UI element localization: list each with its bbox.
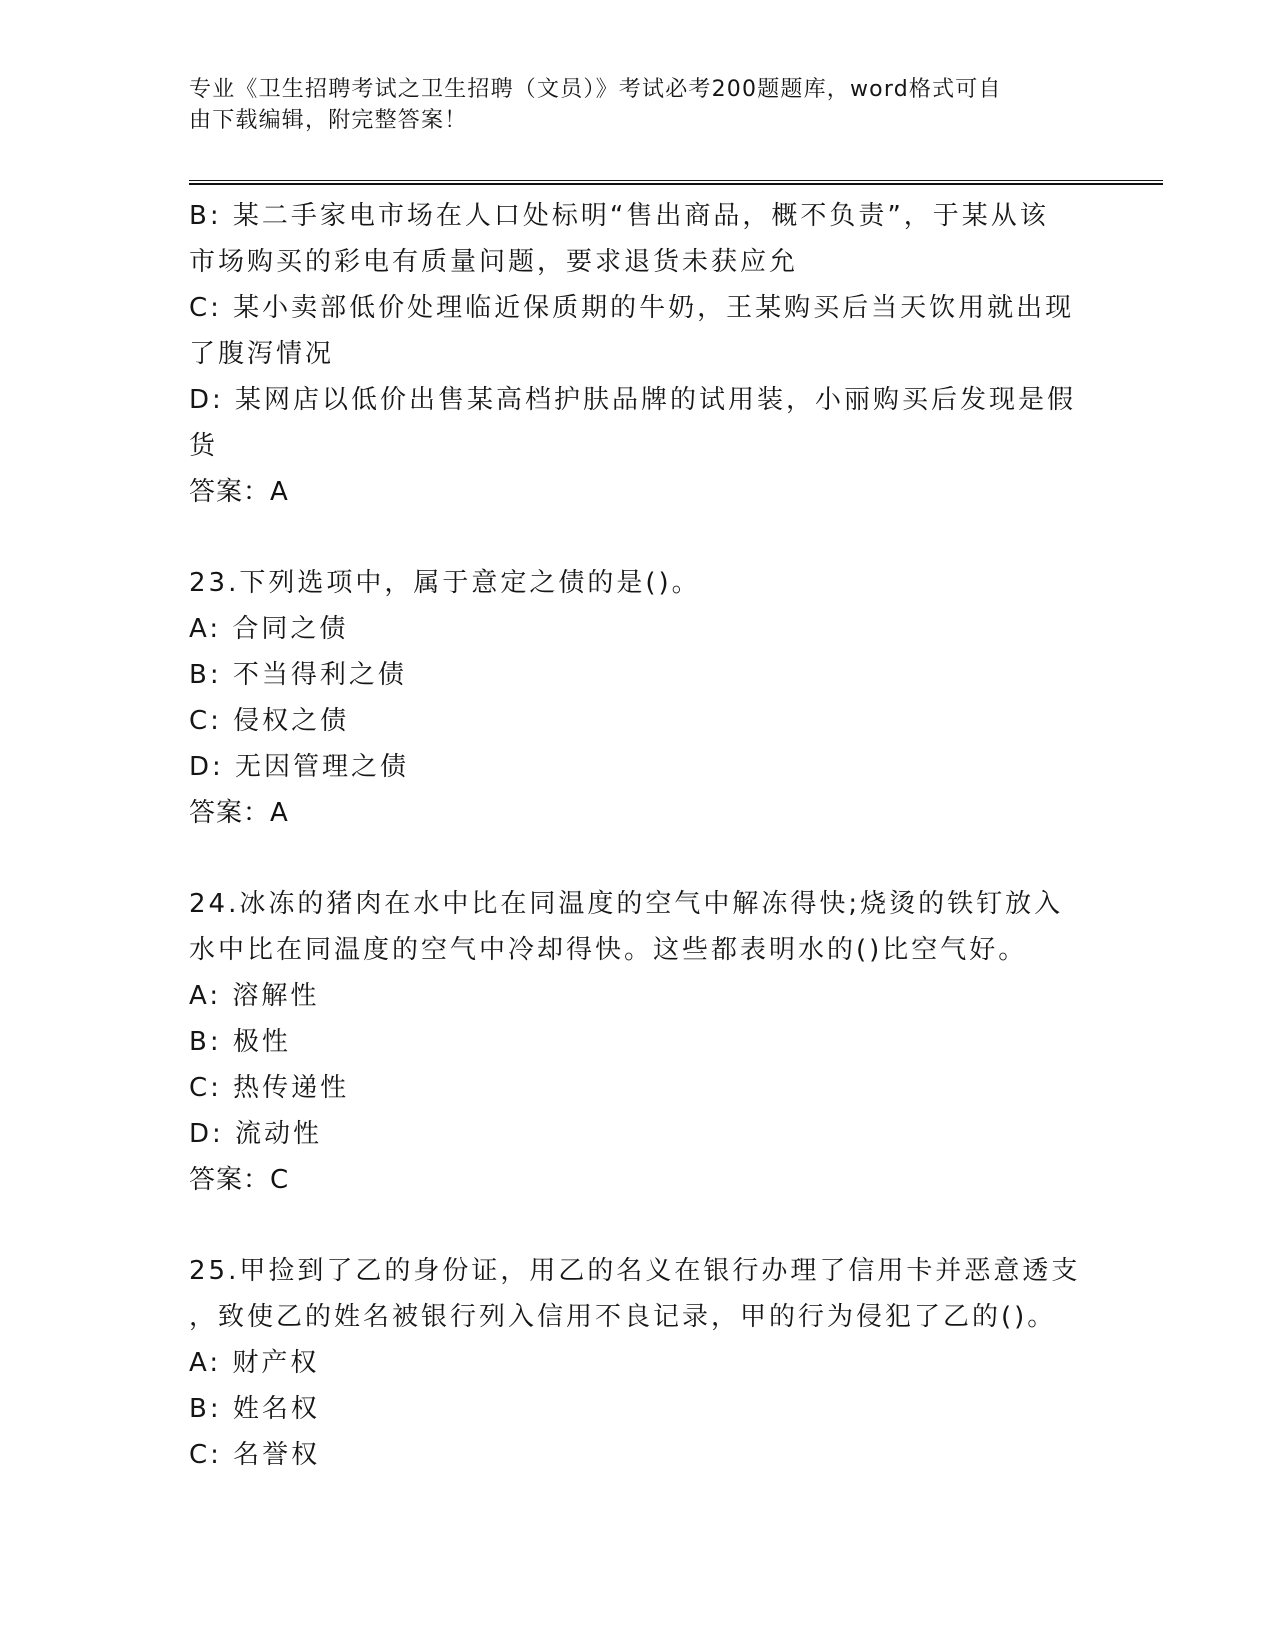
spacer [189,515,1089,560]
option-b-line-2: 市场购买的彩电有质量问题，要求退货未获应允 [189,247,799,277]
header-line-1: 专业《卫生招聘考试之卫生招聘（文员）》考试必考200题题库，word格式可自 [189,77,1002,102]
question-stem-line-2: 水中比在同温度的空气中冷却得快。这些都表明水的()比空气好。 [189,935,1028,965]
question-stem-line-1: 24.冰冻的猪肉在水中比在同温度的空气中解冻得快;烧烫的铁钉放入 [189,889,1064,919]
option-c-line-2: 了腹泻情况 [189,339,335,369]
option-b: B: 极性 [189,1027,291,1057]
question-stem-line-2: ，致使乙的姓名被银行列入信用不良记录，甲的行为侵犯了乙的()。 [189,1302,1057,1332]
spacer [189,836,1089,881]
question-22-tail [189,193,1089,515]
option-c: C: 名誉权 [189,1440,321,1470]
document-body [189,193,1089,1478]
question-23 [189,560,1089,836]
answer-label: 答案：A [189,477,289,507]
question-stem: 23.下列选项中，属于意定之债的是()。 [189,568,701,598]
option-b: B: 不当得利之债 [189,660,407,690]
header-line-2: 由下载编辑，附完整答案！ [189,108,468,133]
option-b-line-1: B: 某二手家电市场在人口处标明“售出商品，概不负责”，于某从该 [189,201,1049,231]
option-c-line-1: C: 某小卖部低价处理临近保质期的牛奶，王某购买后当天饮用就出现 [189,293,1075,323]
answer-label: 答案：C [189,1165,290,1195]
option-d-line-2: 货 [189,431,219,461]
spacer [189,1203,1089,1248]
option-c: C: 侵权之债 [189,706,350,736]
question-stem-line-1: 25.甲捡到了乙的身份证，用乙的名义在银行办理了信用卡并恶意透支 [189,1256,1081,1286]
answer-label: 答案：A [189,798,289,828]
question-24 [189,881,1089,1203]
option-a: A: 财产权 [189,1348,320,1378]
option-a: A: 合同之债 [189,614,349,644]
header-divider-thick [189,183,1163,185]
option-d: D: 流动性 [189,1119,323,1149]
option-b: B: 姓名权 [189,1394,320,1424]
question-25 [189,1248,1089,1478]
option-c: C: 热传递性 [189,1073,350,1103]
option-d: D: 无因管理之债 [189,752,410,782]
document-header [189,74,1089,136]
option-a: A: 溶解性 [189,981,320,1011]
option-d-line-1: D: 某网店以低价出售某高档护肤品牌的试用装，小丽购买后发现是假 [189,385,1077,415]
header-divider-thin [189,180,1163,181]
